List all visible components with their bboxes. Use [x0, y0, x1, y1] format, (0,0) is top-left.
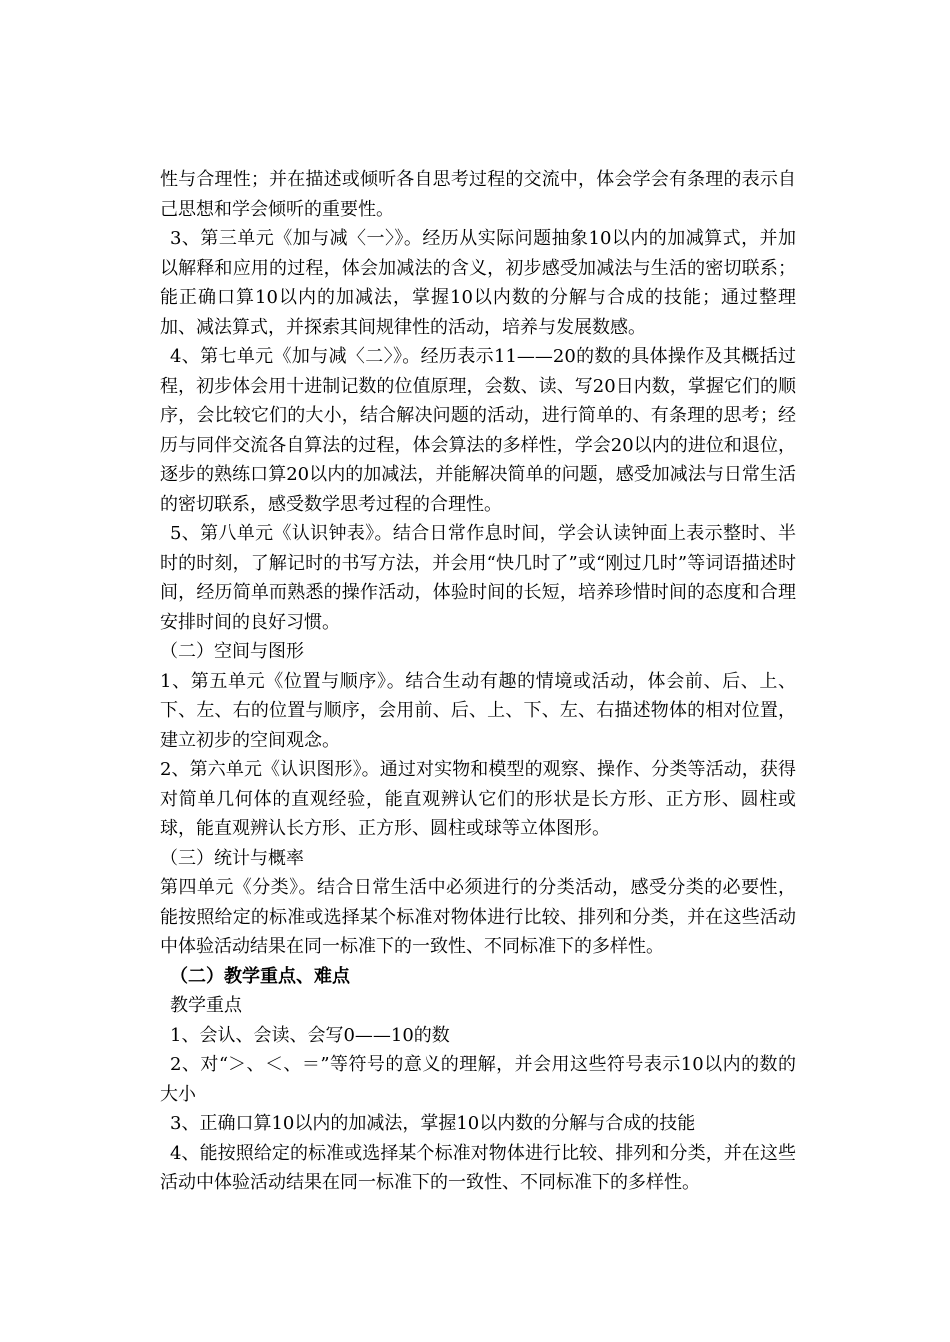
- paragraph-unit-5: 1、第五单元《位置与顺序》。结合生动有趣的情境或活动，体会前、后、上、下、左、右的位置与顺序，会用前、后、上、下、左、右描述物体的相对位置，建立初步的空间观念。: [160, 670, 796, 751]
- paragraph-unit-4: 第四单元《分类》。结合日常生活中必须进行的分类活动，感受分类的必要性，能按照给定的标准或选择某个标准对物体进行比较、排列和分类，并在这些活动中体验活动结果在同一标准下的一致性、不同标准下的多样性。: [160, 877, 796, 957]
- focus-item-3: 3、正确口算10以内的加减法，掌握10以内数的分解与合成的技能: [170, 1113, 696, 1134]
- focus-item-2: 2、对“＞、＜、＝”等符号的意义的理解，并会用这些符号表示10以内的数的大小: [160, 1054, 796, 1105]
- paragraph-unit-8: 5、第八单元《认识钟表》。结合日常作息时间，学会认读钟面上表示整时、半时的时刻，了解记时的书写方法，并会用“快几时了”或“刚过几时”等词语描述时间，经历简单而熟悉的操作活动，体验时间的长短，培养珍惜时间的态度和合理安排时间的良好习惯。: [160, 523, 796, 633]
- paragraph-unit-7: 4、第七单元《加与减〈二〉》。经历表示11——20的数的具体操作及其概括过程，初步体会用十进制记数的位值原理，会数、读、写20日内数，掌握它们的顺序，会比较它们的大小，结合解决问题的活动，进行简单的、有条理的思考；经历与同伴交流各自算法的过程，体会算法的多样性，学会20以内的进位和退位，逐步的熟练口算20以内的加减法，并能解决简单的问题，感受加减法与日常生活的密切联系，感受数学思考过程的合理性。: [160, 346, 796, 515]
- section-heading-statistics: （三）统计与概率: [160, 847, 304, 869]
- paragraph-continuation: 性与合理性；并在描述或倾听各自思考过程的交流中，体会学会有条理的表示自己思想和学会倾听的重要性。: [160, 169, 796, 220]
- section-heading-key-points: （二）教学重点、难点: [170, 965, 350, 987]
- focus-item-1: 1、会认、会读、会写0——10的数: [170, 1024, 450, 1046]
- subheading-teaching-focus: 教学重点: [170, 995, 242, 1016]
- document-body: [160, 165, 796, 1198]
- focus-item-4: 4、能按照给定的标准或选择某个标准对物体进行比较、排列和分类，并在这些活动中体验活动结果在同一标准下的一致性、不同标准下的多样性。: [160, 1142, 796, 1193]
- paragraph-unit-6: 2、第六单元《认识图形》。通过对实物和模型的观察、操作、分类等活动，获得对简单几何体的直观经验，能直观辨认它们的形状是长方形、正方形、圆柱或球，能直观辨认长方形、正方形、圆柱或球等立体图形。: [160, 759, 796, 839]
- section-heading-space-shape: （二）空间与图形: [160, 641, 304, 662]
- paragraph-unit-3: 3、第三单元《加与减〈一〉》。经历从实际问题抽象10以内的加减算式，并加以解释和应用的过程，体会加减法的含义，初步感受加减法与生活的密切联系；能正确口算10以内的加减法，掌握10以内数的分解与合成的技能；通过整理加、减法算式，并探索其间规律性的活动，培养与发展数感。: [160, 228, 796, 338]
